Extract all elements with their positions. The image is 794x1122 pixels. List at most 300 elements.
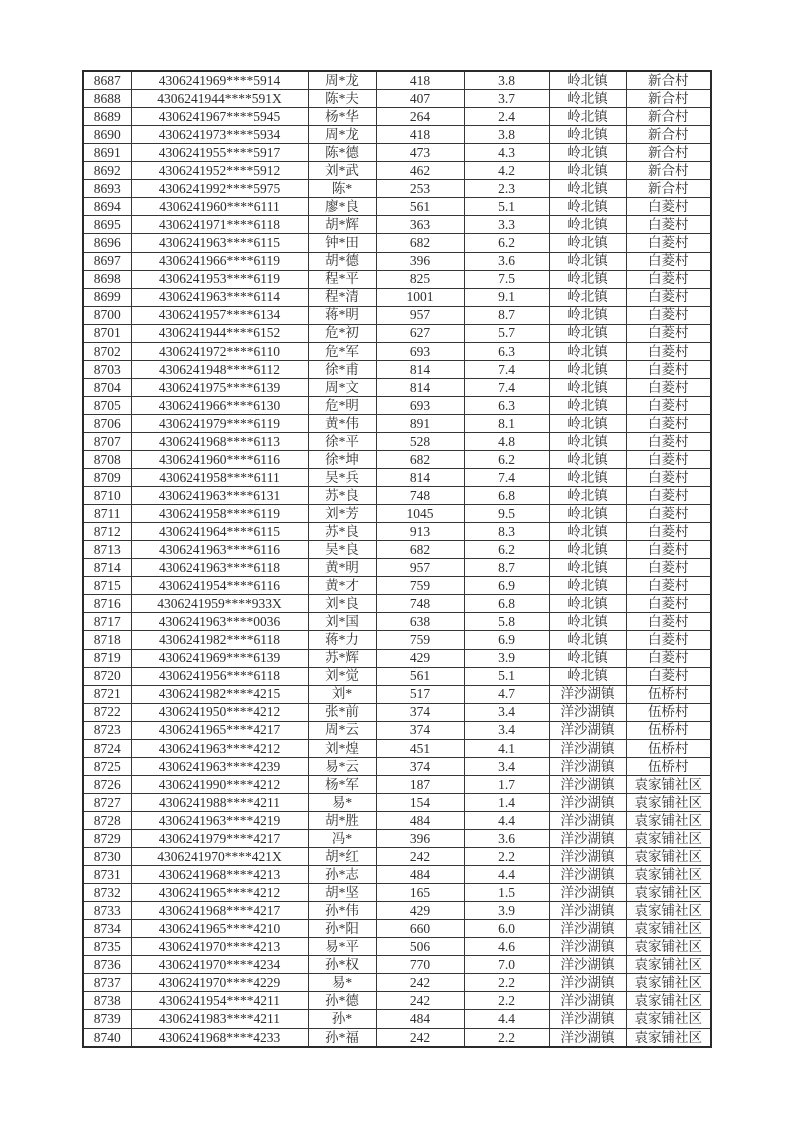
table-row — [83, 559, 711, 577]
cell-name: 吴*良 — [308, 541, 376, 559]
table-row — [83, 180, 711, 198]
cell-id_number: 4306241944****591X — [131, 90, 308, 108]
cell-id_number: 4306241956****6118 — [131, 667, 308, 685]
cell-village: 白菱村 — [626, 613, 711, 631]
cell-rate: 6.9 — [464, 577, 549, 595]
cell-amount: 638 — [376, 613, 464, 631]
cell-id_number: 4306241963****6114 — [131, 288, 308, 306]
cell-name: 孙*德 — [308, 992, 376, 1010]
cell-village: 白菱村 — [626, 324, 711, 342]
cell-name: 苏*良 — [308, 487, 376, 505]
table-row — [83, 198, 711, 216]
cell-amount: 770 — [376, 956, 464, 974]
cell-amount: 1045 — [376, 505, 464, 523]
cell-village: 新合村 — [626, 90, 711, 108]
table-row — [83, 162, 711, 180]
cell-index: 8713 — [83, 541, 131, 559]
cell-town: 岭北镇 — [549, 667, 626, 685]
cell-amount: 374 — [376, 721, 464, 739]
table-row — [83, 378, 711, 396]
cell-town: 岭北镇 — [549, 595, 626, 613]
table-row — [83, 811, 711, 829]
cell-name: 胡*坚 — [308, 884, 376, 902]
cell-rate: 1.7 — [464, 775, 549, 793]
cell-id_number: 4306241957****6134 — [131, 306, 308, 324]
cell-id_number: 4306241973****5934 — [131, 126, 308, 144]
cell-amount: 825 — [376, 270, 464, 288]
cell-amount: 374 — [376, 703, 464, 721]
cell-name: 刘*觉 — [308, 667, 376, 685]
cell-rate: 8.7 — [464, 559, 549, 577]
cell-name: 黄*才 — [308, 577, 376, 595]
cell-rate: 3.6 — [464, 830, 549, 848]
cell-town: 岭北镇 — [549, 613, 626, 631]
cell-index: 8722 — [83, 703, 131, 721]
cell-name: 易*平 — [308, 938, 376, 956]
table-row — [83, 126, 711, 144]
cell-town: 岭北镇 — [549, 108, 626, 126]
cell-rate: 6.8 — [464, 595, 549, 613]
cell-id_number: 4306241972****6110 — [131, 342, 308, 360]
cell-town: 洋沙湖镇 — [549, 848, 626, 866]
cell-amount: 429 — [376, 902, 464, 920]
cell-name: 危*明 — [308, 396, 376, 414]
cell-name: 胡*德 — [308, 252, 376, 270]
cell-id_number: 4306241948****6112 — [131, 360, 308, 378]
cell-village: 白菱村 — [626, 288, 711, 306]
cell-name: 苏*良 — [308, 523, 376, 541]
cell-name: 刘*良 — [308, 595, 376, 613]
table-row — [83, 252, 711, 270]
cell-amount: 957 — [376, 559, 464, 577]
cell-rate: 3.4 — [464, 721, 549, 739]
cell-amount: 814 — [376, 469, 464, 487]
cell-village: 白菱村 — [626, 342, 711, 360]
cell-rate: 3.8 — [464, 126, 549, 144]
cell-id_number: 4306241959****933X — [131, 595, 308, 613]
cell-index: 8727 — [83, 793, 131, 811]
table-row — [83, 938, 711, 956]
cell-index: 8688 — [83, 90, 131, 108]
cell-name: 陈* — [308, 180, 376, 198]
cell-town: 岭北镇 — [549, 432, 626, 450]
cell-id_number: 4306241958****6111 — [131, 469, 308, 487]
cell-village: 白菱村 — [626, 595, 711, 613]
cell-name: 周*文 — [308, 378, 376, 396]
cell-village: 袁家铺社区 — [626, 848, 711, 866]
cell-rate: 6.9 — [464, 631, 549, 649]
cell-town: 岭北镇 — [549, 180, 626, 198]
cell-name: 孙*福 — [308, 1028, 376, 1047]
cell-village: 白菱村 — [626, 631, 711, 649]
cell-town: 洋沙湖镇 — [549, 902, 626, 920]
table-row — [83, 649, 711, 667]
table-row — [83, 487, 711, 505]
cell-index: 8730 — [83, 848, 131, 866]
cell-rate: 3.8 — [464, 71, 549, 90]
cell-town: 洋沙湖镇 — [549, 884, 626, 902]
cell-name: 张*前 — [308, 703, 376, 721]
cell-rate: 3.3 — [464, 216, 549, 234]
cell-village: 白菱村 — [626, 414, 711, 432]
cell-amount: 748 — [376, 595, 464, 613]
cell-id_number: 4306241990****4212 — [131, 775, 308, 793]
cell-rate: 4.2 — [464, 162, 549, 180]
cell-village: 白菱村 — [626, 487, 711, 505]
cell-index: 8738 — [83, 992, 131, 1010]
cell-amount: 418 — [376, 71, 464, 90]
cell-name: 徐*平 — [308, 432, 376, 450]
cell-amount: 473 — [376, 144, 464, 162]
table-row — [83, 830, 711, 848]
cell-rate: 6.2 — [464, 234, 549, 252]
cell-town: 岭北镇 — [549, 90, 626, 108]
cell-village: 伍桥村 — [626, 757, 711, 775]
cell-village: 伍桥村 — [626, 739, 711, 757]
cell-amount: 407 — [376, 90, 464, 108]
cell-town: 岭北镇 — [549, 342, 626, 360]
cell-index: 8690 — [83, 126, 131, 144]
cell-rate: 6.2 — [464, 541, 549, 559]
cell-id_number: 4306241968****4217 — [131, 902, 308, 920]
table-row — [83, 992, 711, 1010]
cell-rate: 3.6 — [464, 252, 549, 270]
cell-rate: 5.1 — [464, 667, 549, 685]
cell-village: 伍桥村 — [626, 685, 711, 703]
cell-id_number: 4306241963****0036 — [131, 613, 308, 631]
table-row — [83, 577, 711, 595]
cell-village: 白菱村 — [626, 523, 711, 541]
cell-amount: 561 — [376, 198, 464, 216]
cell-rate: 3.7 — [464, 90, 549, 108]
cell-amount: 462 — [376, 162, 464, 180]
cell-village: 白菱村 — [626, 577, 711, 595]
cell-id_number: 4306241971****6118 — [131, 216, 308, 234]
cell-town: 岭北镇 — [549, 288, 626, 306]
cell-amount: 814 — [376, 360, 464, 378]
records-table — [82, 70, 712, 1048]
cell-id_number: 4306241969****6139 — [131, 649, 308, 667]
cell-rate: 2.4 — [464, 108, 549, 126]
cell-name: 孙* — [308, 1010, 376, 1028]
cell-id_number: 4306241960****6111 — [131, 198, 308, 216]
cell-rate: 2.2 — [464, 992, 549, 1010]
cell-town: 洋沙湖镇 — [549, 775, 626, 793]
cell-index: 8703 — [83, 360, 131, 378]
cell-id_number: 4306241970****4213 — [131, 938, 308, 956]
cell-name: 易* — [308, 974, 376, 992]
cell-name: 周*龙 — [308, 126, 376, 144]
cell-id_number: 4306241979****6119 — [131, 414, 308, 432]
cell-name: 廖*良 — [308, 198, 376, 216]
cell-index: 8715 — [83, 577, 131, 595]
cell-id_number: 4306241950****4212 — [131, 703, 308, 721]
cell-amount: 957 — [376, 306, 464, 324]
cell-index: 8704 — [83, 378, 131, 396]
cell-index: 8706 — [83, 414, 131, 432]
cell-town: 洋沙湖镇 — [549, 830, 626, 848]
cell-town: 岭北镇 — [549, 306, 626, 324]
cell-village: 白菱村 — [626, 541, 711, 559]
cell-village: 袁家铺社区 — [626, 793, 711, 811]
cell-village: 白菱村 — [626, 649, 711, 667]
cell-id_number: 4306241983****4211 — [131, 1010, 308, 1028]
cell-amount: 627 — [376, 324, 464, 342]
table-row — [83, 90, 711, 108]
cell-village: 白菱村 — [626, 360, 711, 378]
table-row — [83, 775, 711, 793]
cell-town: 岭北镇 — [549, 396, 626, 414]
cell-rate: 8.1 — [464, 414, 549, 432]
cell-index: 8737 — [83, 974, 131, 992]
cell-rate: 5.1 — [464, 198, 549, 216]
cell-amount: 814 — [376, 378, 464, 396]
table-row — [83, 793, 711, 811]
cell-name: 冯* — [308, 830, 376, 848]
cell-index: 8695 — [83, 216, 131, 234]
cell-id_number: 4306241969****5914 — [131, 71, 308, 90]
cell-town: 岭北镇 — [549, 631, 626, 649]
cell-name: 杨*军 — [308, 775, 376, 793]
cell-id_number: 4306241968****6113 — [131, 432, 308, 450]
cell-id_number: 4306241954****6116 — [131, 577, 308, 595]
cell-amount: 528 — [376, 432, 464, 450]
cell-amount: 1001 — [376, 288, 464, 306]
cell-rate: 6.8 — [464, 487, 549, 505]
cell-town: 洋沙湖镇 — [549, 1010, 626, 1028]
cell-id_number: 4306241952****5912 — [131, 162, 308, 180]
cell-index: 8697 — [83, 252, 131, 270]
cell-name: 危*初 — [308, 324, 376, 342]
cell-id_number: 4306241970****4234 — [131, 956, 308, 974]
cell-name: 危*军 — [308, 342, 376, 360]
cell-index: 8711 — [83, 505, 131, 523]
cell-village: 袁家铺社区 — [626, 902, 711, 920]
cell-town: 洋沙湖镇 — [549, 703, 626, 721]
cell-rate: 1.4 — [464, 793, 549, 811]
cell-rate: 4.4 — [464, 1010, 549, 1028]
table-row — [83, 974, 711, 992]
cell-amount: 242 — [376, 848, 464, 866]
cell-name: 陈*夫 — [308, 90, 376, 108]
cell-index: 8699 — [83, 288, 131, 306]
cell-amount: 891 — [376, 414, 464, 432]
cell-rate: 5.7 — [464, 324, 549, 342]
table-row — [83, 902, 711, 920]
table-row — [83, 432, 711, 450]
cell-rate: 7.4 — [464, 378, 549, 396]
table-row — [83, 757, 711, 775]
cell-amount: 418 — [376, 126, 464, 144]
cell-town: 岭北镇 — [549, 451, 626, 469]
cell-amount: 187 — [376, 775, 464, 793]
cell-town: 岭北镇 — [549, 198, 626, 216]
cell-name: 周*云 — [308, 721, 376, 739]
cell-index: 8702 — [83, 342, 131, 360]
cell-index: 8710 — [83, 487, 131, 505]
table-row — [83, 613, 711, 631]
cell-village: 袁家铺社区 — [626, 866, 711, 884]
table-row — [83, 956, 711, 974]
cell-town: 岭北镇 — [549, 505, 626, 523]
cell-index: 8720 — [83, 667, 131, 685]
cell-rate: 2.3 — [464, 180, 549, 198]
cell-index: 8689 — [83, 108, 131, 126]
cell-rate: 8.7 — [464, 306, 549, 324]
cell-amount: 154 — [376, 793, 464, 811]
cell-village: 袁家铺社区 — [626, 830, 711, 848]
cell-index: 8735 — [83, 938, 131, 956]
cell-name: 孙*权 — [308, 956, 376, 974]
cell-town: 洋沙湖镇 — [549, 721, 626, 739]
cell-amount: 264 — [376, 108, 464, 126]
records-table-body — [83, 71, 711, 1047]
table-row — [83, 216, 711, 234]
table-row — [83, 685, 711, 703]
cell-town: 岭北镇 — [549, 144, 626, 162]
cell-id_number: 4306241965****4217 — [131, 721, 308, 739]
cell-index: 8714 — [83, 559, 131, 577]
cell-index: 8696 — [83, 234, 131, 252]
table-row — [83, 541, 711, 559]
cell-town: 洋沙湖镇 — [549, 793, 626, 811]
cell-amount: 682 — [376, 234, 464, 252]
table-row — [83, 884, 711, 902]
cell-town: 岭北镇 — [549, 523, 626, 541]
table-row — [83, 739, 711, 757]
cell-village: 白菱村 — [626, 396, 711, 414]
cell-amount: 561 — [376, 667, 464, 685]
cell-town: 岭北镇 — [549, 270, 626, 288]
cell-rate: 6.3 — [464, 396, 549, 414]
cell-name: 孙*阳 — [308, 920, 376, 938]
table-row — [83, 866, 711, 884]
table-row — [83, 595, 711, 613]
cell-index: 8716 — [83, 595, 131, 613]
cell-amount: 484 — [376, 866, 464, 884]
cell-id_number: 4306241954****4211 — [131, 992, 308, 1010]
cell-rate: 7.4 — [464, 360, 549, 378]
cell-index: 8726 — [83, 775, 131, 793]
cell-rate: 3.4 — [464, 757, 549, 775]
cell-rate: 6.2 — [464, 451, 549, 469]
cell-index: 8724 — [83, 739, 131, 757]
cell-town: 岭北镇 — [549, 71, 626, 90]
cell-index: 8712 — [83, 523, 131, 541]
cell-id_number: 4306241970****4229 — [131, 974, 308, 992]
cell-index: 8698 — [83, 270, 131, 288]
cell-index: 8709 — [83, 469, 131, 487]
cell-village: 白菱村 — [626, 667, 711, 685]
cell-village: 袁家铺社区 — [626, 920, 711, 938]
cell-index: 8693 — [83, 180, 131, 198]
cell-name: 刘*武 — [308, 162, 376, 180]
cell-village: 伍桥村 — [626, 721, 711, 739]
cell-village: 白菱村 — [626, 234, 711, 252]
cell-rate: 4.7 — [464, 685, 549, 703]
cell-name: 蒋*力 — [308, 631, 376, 649]
cell-village: 新合村 — [626, 144, 711, 162]
cell-index: 8701 — [83, 324, 131, 342]
cell-id_number: 4306241966****6130 — [131, 396, 308, 414]
cell-amount: 374 — [376, 757, 464, 775]
cell-index: 8729 — [83, 830, 131, 848]
table-row — [83, 288, 711, 306]
table-row — [83, 234, 711, 252]
cell-id_number: 4306241979****4217 — [131, 830, 308, 848]
cell-village: 袁家铺社区 — [626, 775, 711, 793]
cell-amount: 242 — [376, 992, 464, 1010]
cell-index: 8736 — [83, 956, 131, 974]
cell-name: 徐*甫 — [308, 360, 376, 378]
table-row — [83, 414, 711, 432]
cell-rate: 6.0 — [464, 920, 549, 938]
cell-index: 8732 — [83, 884, 131, 902]
cell-amount: 759 — [376, 631, 464, 649]
cell-rate: 1.5 — [464, 884, 549, 902]
table-row — [83, 396, 711, 414]
cell-id_number: 4306241963****6116 — [131, 541, 308, 559]
cell-name: 胡*红 — [308, 848, 376, 866]
cell-town: 岭北镇 — [549, 324, 626, 342]
table-row — [83, 144, 711, 162]
cell-village: 新合村 — [626, 108, 711, 126]
cell-index: 8719 — [83, 649, 131, 667]
table-row — [83, 469, 711, 487]
cell-town: 岭北镇 — [549, 360, 626, 378]
cell-rate: 9.1 — [464, 288, 549, 306]
cell-id_number: 4306241953****6119 — [131, 270, 308, 288]
table-row — [83, 324, 711, 342]
cell-town: 洋沙湖镇 — [549, 811, 626, 829]
cell-rate: 4.4 — [464, 811, 549, 829]
cell-index: 8721 — [83, 685, 131, 703]
cell-name: 胡*胜 — [308, 811, 376, 829]
cell-id_number: 4306241965****4210 — [131, 920, 308, 938]
cell-amount: 429 — [376, 649, 464, 667]
cell-index: 8708 — [83, 451, 131, 469]
cell-id_number: 4306241967****5945 — [131, 108, 308, 126]
cell-name: 陈*德 — [308, 144, 376, 162]
cell-town: 洋沙湖镇 — [549, 992, 626, 1010]
cell-index: 8717 — [83, 613, 131, 631]
table-row — [83, 631, 711, 649]
cell-amount: 682 — [376, 541, 464, 559]
cell-id_number: 4306241965****4212 — [131, 884, 308, 902]
cell-index: 8718 — [83, 631, 131, 649]
table-row — [83, 1010, 711, 1028]
cell-id_number: 4306241982****6118 — [131, 631, 308, 649]
cell-id_number: 4306241970****421X — [131, 848, 308, 866]
cell-rate: 5.8 — [464, 613, 549, 631]
cell-town: 洋沙湖镇 — [549, 974, 626, 992]
cell-id_number: 4306241963****4219 — [131, 811, 308, 829]
cell-amount: 165 — [376, 884, 464, 902]
cell-town: 岭北镇 — [549, 469, 626, 487]
cell-town: 洋沙湖镇 — [549, 739, 626, 757]
cell-amount: 693 — [376, 342, 464, 360]
cell-amount: 242 — [376, 1028, 464, 1047]
cell-village: 袁家铺社区 — [626, 1010, 711, 1028]
cell-id_number: 4306241963****6115 — [131, 234, 308, 252]
cell-town: 岭北镇 — [549, 378, 626, 396]
cell-name: 周*龙 — [308, 71, 376, 90]
cell-amount: 693 — [376, 396, 464, 414]
cell-id_number: 4306241966****6119 — [131, 252, 308, 270]
cell-name: 刘*国 — [308, 613, 376, 631]
cell-amount: 660 — [376, 920, 464, 938]
cell-town: 岭北镇 — [549, 126, 626, 144]
